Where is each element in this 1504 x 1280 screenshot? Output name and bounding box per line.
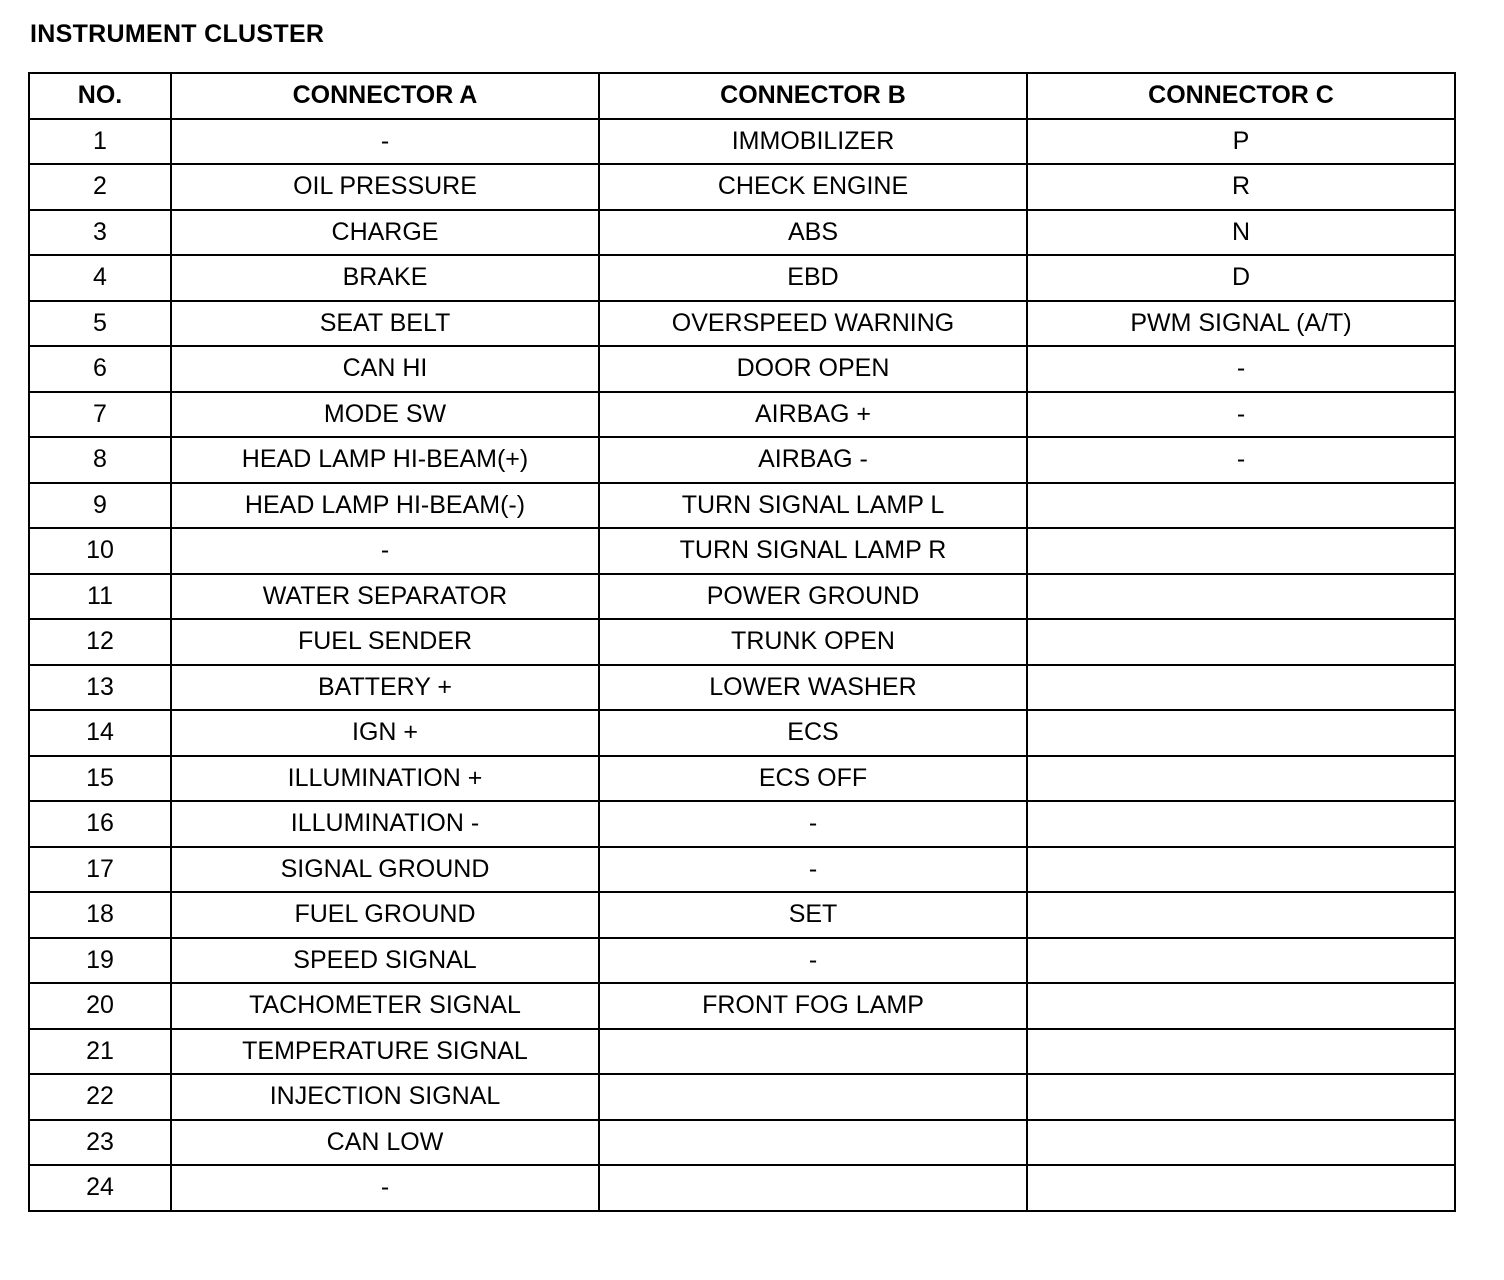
connector-b-cell: EBD	[599, 255, 1027, 301]
connector-b-cell: IMMOBILIZER	[599, 119, 1027, 165]
header-connector-c: CONNECTOR C	[1027, 73, 1455, 119]
connector-b-cell: ECS OFF	[599, 756, 1027, 802]
connector-a-cell: HEAD LAMP HI-BEAM(+)	[171, 437, 599, 483]
table-row	[29, 255, 1455, 301]
table-row	[29, 1120, 1455, 1166]
connector-a-cell: IGN +	[171, 710, 599, 756]
pin-number-cell: 11	[29, 574, 171, 620]
table-row	[29, 1029, 1455, 1075]
table-row	[29, 392, 1455, 438]
connector-b-cell: -	[599, 801, 1027, 847]
connector-c-cell	[1027, 665, 1455, 711]
pin-number-cell: 24	[29, 1165, 171, 1211]
pin-number-cell: 9	[29, 483, 171, 529]
connector-a-cell: MODE SW	[171, 392, 599, 438]
pin-number-cell: 20	[29, 983, 171, 1029]
connector-c-cell	[1027, 801, 1455, 847]
connector-a-cell: TEMPERATURE SIGNAL	[171, 1029, 599, 1075]
connector-a-cell: -	[171, 1165, 599, 1211]
table-row	[29, 164, 1455, 210]
table-row	[29, 1165, 1455, 1211]
pin-number-cell: 18	[29, 892, 171, 938]
pin-number-cell: 22	[29, 1074, 171, 1120]
header-no: NO.	[29, 73, 171, 119]
pin-number-cell: 17	[29, 847, 171, 893]
connector-b-cell	[599, 1165, 1027, 1211]
connector-c-cell	[1027, 1029, 1455, 1075]
table-row	[29, 528, 1455, 574]
connector-a-cell: BATTERY +	[171, 665, 599, 711]
table-row	[29, 437, 1455, 483]
pin-number-cell: 3	[29, 210, 171, 256]
pin-number-cell: 14	[29, 710, 171, 756]
connector-c-cell	[1027, 1165, 1455, 1211]
connector-a-cell: CAN HI	[171, 346, 599, 392]
connector-b-cell	[599, 1029, 1027, 1075]
connector-b-cell: CHECK ENGINE	[599, 164, 1027, 210]
connector-b-cell: -	[599, 847, 1027, 893]
connector-b-cell: AIRBAG -	[599, 437, 1027, 483]
table-body	[29, 119, 1455, 1211]
connector-a-cell: SPEED SIGNAL	[171, 938, 599, 984]
pin-number-cell: 10	[29, 528, 171, 574]
connector-a-cell: CHARGE	[171, 210, 599, 256]
pin-number-cell: 7	[29, 392, 171, 438]
connector-a-cell: HEAD LAMP HI-BEAM(-)	[171, 483, 599, 529]
connector-c-cell	[1027, 1120, 1455, 1166]
table-row	[29, 574, 1455, 620]
connector-c-cell: -	[1027, 346, 1455, 392]
connector-a-cell: CAN LOW	[171, 1120, 599, 1166]
table-row	[29, 801, 1455, 847]
connector-a-cell: ILLUMINATION -	[171, 801, 599, 847]
pin-number-cell: 19	[29, 938, 171, 984]
connector-c-cell	[1027, 756, 1455, 802]
pin-number-cell: 1	[29, 119, 171, 165]
connector-b-cell: LOWER WASHER	[599, 665, 1027, 711]
connector-c-cell: N	[1027, 210, 1455, 256]
pin-number-cell: 16	[29, 801, 171, 847]
table-row	[29, 847, 1455, 893]
table-row	[29, 210, 1455, 256]
connector-a-cell: WATER SEPARATOR	[171, 574, 599, 620]
connector-c-cell: P	[1027, 119, 1455, 165]
connector-a-cell: TACHOMETER SIGNAL	[171, 983, 599, 1029]
connector-c-cell: D	[1027, 255, 1455, 301]
connector-b-cell: ABS	[599, 210, 1027, 256]
connector-c-cell	[1027, 938, 1455, 984]
table-header-row	[29, 73, 1455, 119]
connector-c-cell: -	[1027, 437, 1455, 483]
connector-c-cell	[1027, 710, 1455, 756]
connector-b-cell: SET	[599, 892, 1027, 938]
header-connector-a: CONNECTOR A	[171, 73, 599, 119]
connector-b-cell	[599, 1120, 1027, 1166]
connector-a-cell: FUEL GROUND	[171, 892, 599, 938]
connector-b-cell: AIRBAG +	[599, 392, 1027, 438]
table-row	[29, 119, 1455, 165]
connector-b-cell: TURN SIGNAL LAMP L	[599, 483, 1027, 529]
pin-number-cell: 23	[29, 1120, 171, 1166]
table-row	[29, 1074, 1455, 1120]
connector-a-cell: -	[171, 528, 599, 574]
table-row	[29, 346, 1455, 392]
connector-b-cell: DOOR OPEN	[599, 346, 1027, 392]
connector-c-cell	[1027, 1074, 1455, 1120]
pin-number-cell: 4	[29, 255, 171, 301]
connector-c-cell	[1027, 574, 1455, 620]
pin-number-cell: 15	[29, 756, 171, 802]
table-row	[29, 983, 1455, 1029]
connector-a-cell: OIL PRESSURE	[171, 164, 599, 210]
connector-c-cell	[1027, 983, 1455, 1029]
connector-a-cell: INJECTION SIGNAL	[171, 1074, 599, 1120]
connector-c-cell	[1027, 847, 1455, 893]
connector-c-cell	[1027, 483, 1455, 529]
connector-c-cell	[1027, 892, 1455, 938]
table-row	[29, 710, 1455, 756]
connector-b-cell	[599, 1074, 1027, 1120]
connector-b-cell: -	[599, 938, 1027, 984]
table-row	[29, 938, 1455, 984]
table-row	[29, 892, 1455, 938]
connector-c-cell	[1027, 619, 1455, 665]
connector-a-cell: ILLUMINATION +	[171, 756, 599, 802]
connector-b-cell: POWER GROUND	[599, 574, 1027, 620]
table-row	[29, 619, 1455, 665]
table-row	[29, 756, 1455, 802]
connector-a-cell: SIGNAL GROUND	[171, 847, 599, 893]
connector-c-cell: PWM SIGNAL (A/T)	[1027, 301, 1455, 347]
connector-a-cell: -	[171, 119, 599, 165]
pin-number-cell: 2	[29, 164, 171, 210]
connector-b-cell: OVERSPEED WARNING	[599, 301, 1027, 347]
connector-a-cell: SEAT BELT	[171, 301, 599, 347]
pin-number-cell: 6	[29, 346, 171, 392]
connector-c-cell	[1027, 528, 1455, 574]
pin-number-cell: 12	[29, 619, 171, 665]
connector-pin-table	[28, 72, 1456, 1212]
pin-number-cell: 21	[29, 1029, 171, 1075]
table-row	[29, 665, 1455, 711]
connector-a-cell: FUEL SENDER	[171, 619, 599, 665]
connector-b-cell: FRONT FOG LAMP	[599, 983, 1027, 1029]
connector-b-cell: TURN SIGNAL LAMP R	[599, 528, 1027, 574]
connector-b-cell: TRUNK OPEN	[599, 619, 1027, 665]
document-title: INSTRUMENT CLUSTER	[30, 20, 325, 48]
pin-number-cell: 13	[29, 665, 171, 711]
pin-number-cell: 8	[29, 437, 171, 483]
table-row	[29, 483, 1455, 529]
connector-c-cell: -	[1027, 392, 1455, 438]
pin-number-cell: 5	[29, 301, 171, 347]
header-connector-b: CONNECTOR B	[599, 73, 1027, 119]
connector-b-cell: ECS	[599, 710, 1027, 756]
connector-a-cell: BRAKE	[171, 255, 599, 301]
connector-c-cell: R	[1027, 164, 1455, 210]
table-row	[29, 301, 1455, 347]
